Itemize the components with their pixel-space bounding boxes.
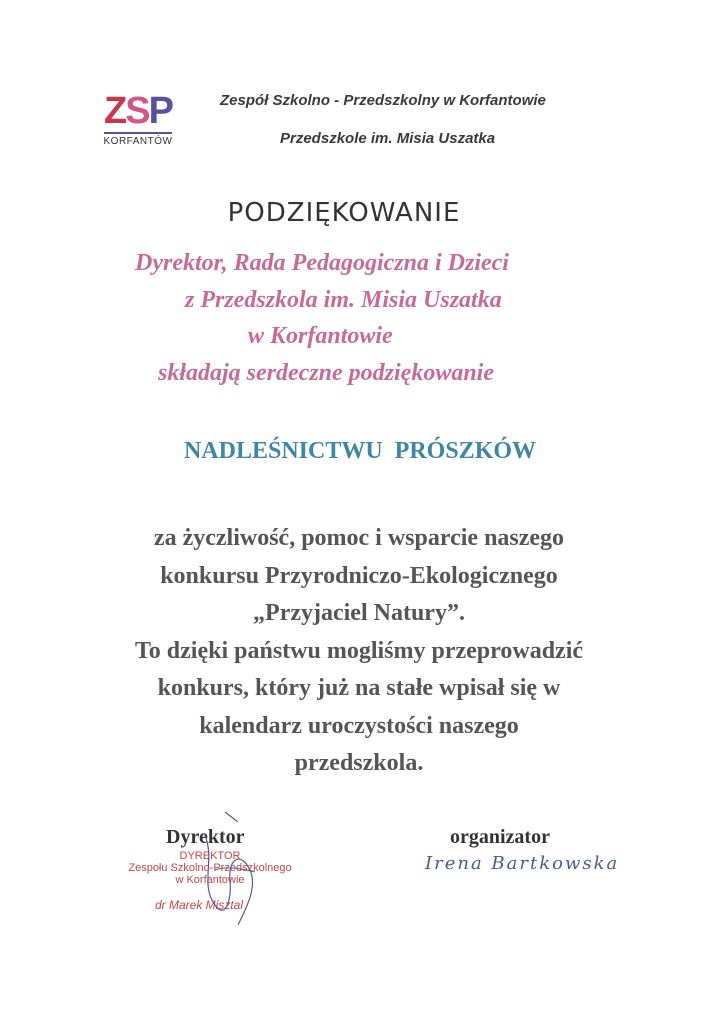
recipient-name: NADLEŚNICTWU PRÓSZKÓW	[183, 438, 537, 464]
logo-letters: ZSP	[104, 90, 172, 132]
organizer-signature: Irena Bartkowska	[425, 853, 620, 874]
from-line-2: z Przedszkola im. Misia Uszatka	[185, 287, 502, 313]
stamp-line-2: Zespołu Szkolno-Przedszkolnego	[128, 862, 292, 874]
body-line-4: To dzięki państwu mogliśmy przeprowadzić	[134, 637, 584, 664]
stamp-director-name: dr Marek Misztal	[155, 898, 244, 912]
director-label: Dyrektor	[166, 826, 245, 848]
body-line-5: konkurs, który już na stałe wpisał się w	[157, 675, 561, 701]
header-preschool-name: Przedszkole im. Misia Uszatka	[280, 130, 496, 147]
body-line-3: „Przyjaciel Natury”.	[253, 600, 465, 626]
body-text	[0, 520, 721, 783]
logo-subtitle: KORFANTÓW	[103, 136, 173, 147]
director-stamp	[120, 850, 300, 886]
header-school-name: Zespół Szkolno - Przedszkolny w Korfantowie	[220, 92, 546, 109]
organizer-label: organizator	[450, 826, 550, 848]
school-logo	[98, 90, 178, 150]
document-title: PODZIĘKOWANIE	[227, 198, 461, 228]
stamp-line-1: DYREKTOR	[179, 850, 241, 862]
logo-underline	[104, 132, 172, 134]
from-line-4: składają serdeczne podziękowanie	[158, 360, 494, 386]
stamp-line-3: w Korfantowie	[175, 874, 245, 886]
from-line-1: Dyrektor, Rada Pedagogiczna i Dzieci	[135, 250, 509, 276]
from-line-3: w Korfantowie	[248, 323, 393, 349]
body-line-2: konkursu Przyrodniczo-Ekologicznego	[160, 562, 558, 589]
body-line-1: za życzliwość, pomoc i wsparcie naszego	[153, 525, 565, 551]
body-line-6: kalendarz uroczystości naszego	[199, 712, 519, 739]
body-line-7: przedszkola.	[294, 750, 424, 776]
